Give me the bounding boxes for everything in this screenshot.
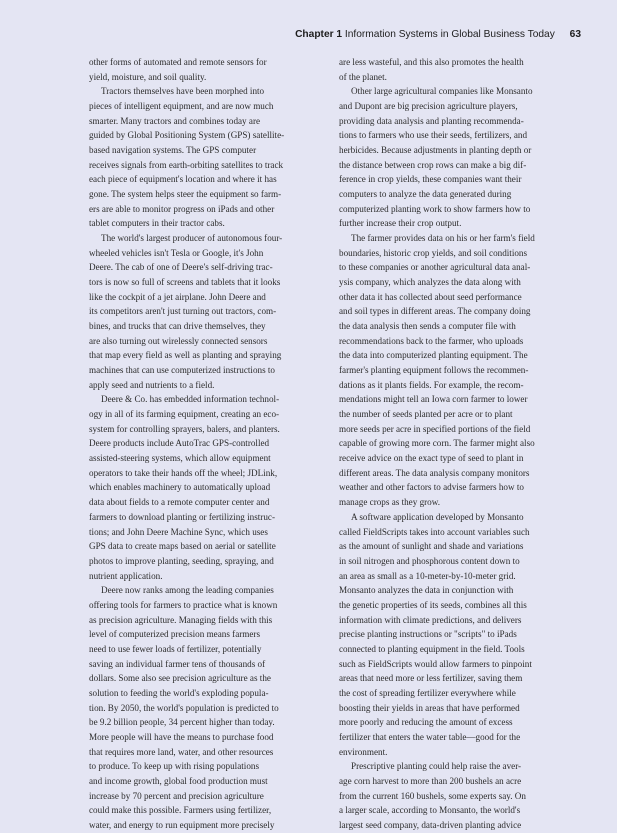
text-line: and Dupont are big precision agriculture players, [339,101,518,112]
text-line: data about fields to a remote computer center and [89,497,270,508]
text-line: to these companies or another agricultural data anal- [339,262,531,273]
running-head [295,29,581,40]
text-line: water, and energy to run equipment more precisely [89,819,275,830]
text-line: providing data analysis and planting recommenda- [339,115,524,126]
text-line: weather and other factors to advise farmers how to [339,482,524,493]
text-line: based navigation systems. The GPS computer [89,145,257,156]
text-line: other forms of automated and remote sensors for [89,57,267,67]
text-line: are less wasteful, and this also promotes the health [339,57,524,67]
page-number: 63 [569,29,581,40]
chapter-title: Information Systems in Global Business Today [344,29,555,40]
text-line: More people will have the means to purchase food [89,731,274,742]
text-line: dations as it plants fields. For example, the recom- [339,379,524,390]
text-line: the cost of spreading fertilizer everywhere while [339,687,516,698]
text-line: areas that need more or less fertilizer, saving them [339,673,523,684]
text-line: GPS data to create maps based on aerial or satellite [89,541,276,552]
text-line: gone. The system helps steer the equipment so farm- [89,189,282,200]
text-line: need to use fewer loads of fertilizer, potentially [89,643,262,654]
text-line: dollars. Some also see precision agriculture as the [89,673,271,684]
text-line: in soil nitrogen and phosphorous content down to [339,555,520,566]
text-line: Deere & Co. has embedded information technol- [101,394,280,405]
text-line: boundaries, historic crop yields, and soil conditions [339,247,528,258]
text-line: called FieldScripts takes into account variables such [339,526,530,537]
text-line: Deere. The cab of one of Deere's self-driving trac- [89,262,273,273]
text-line: saving an individual farmer tens of thousands of [89,658,266,669]
text-line: nutrient application. [89,570,163,581]
text-line: machines that can use computerized instructions to [89,365,275,376]
text-line: farmers to download planting or fertilizing instruc- [89,511,275,522]
text-line: Deere products include AutoTrac GPS-controlled [89,438,270,449]
text-line: assisted-steering systems, which allow equipment [89,453,271,464]
text-line: operators to take their hands off the wheel; JDLink, [89,467,278,478]
text-line: the genetic properties of its seeds, combines all this [339,599,527,610]
text-line: and soil types in different areas. The company doing [339,306,531,317]
text-line: further increase their crop output. [339,218,462,229]
text-line: the data into computerized planting equipment. The [339,350,528,361]
text-line: ers are able to monitor progress on iPads and other [89,203,275,214]
text-line: mendations might tell an Iowa corn farmer to lower [339,394,528,405]
text-line: precise planting instructions or "scripts" to iPads [339,629,517,640]
text-line: the number of seeds planted per acre or to plant [339,409,513,420]
text-line: such as FieldScripts would allow farmers to pinpoint [339,658,532,669]
text-line: guided by Global Positioning System (GPS) satellite- [89,130,285,141]
text-line: wheeled vehicles isn't Tesla or Google, it's John [89,247,264,258]
text-line: capable of growing more corn. The farmer might also [339,438,535,449]
text-line: ogy in all of its farming equipment, creating an eco- [89,409,280,420]
text-line: boosting their yields in areas that have performed [339,702,520,713]
text-line: its competitors aren't just turning out tractors, com- [89,306,277,317]
text-line: Monsanto analyzes the data in conjunction with [339,585,514,596]
text-line: which enables machinery to automatically upload [89,482,271,493]
text-line: computers to analyze the data generated during [339,189,512,200]
text-line: be 9.2 billion people, 34 percent higher than today. [89,717,275,728]
text-line: as precision agriculture. Managing fields with this [89,614,273,625]
text-line: as the amount of sunlight and shade and variations [339,541,524,552]
text-line: smarter. Many tractors and combines today are [89,115,261,126]
text-line: tion. By 2050, the world's population is predicted to [89,702,279,713]
left-column [89,55,335,833]
text-line: more seeds per acre in specified portions of the field [339,423,531,434]
text-line: computerized planting work to show farmers how to [339,203,531,214]
text-line: like the cockpit of a jet airplane. John Deere and [89,291,266,302]
text-line: fertilizer that enters the water table—good for the [339,731,521,742]
text-line: of the planet. [339,71,387,82]
text-line: offering tools for farmers to practice what is known [89,599,278,610]
text-line: connected to planting equipment in the field. Tools [339,643,525,654]
text-line: to produce. To keep up with rising populations [89,761,260,772]
text-line: receive advice on the exact type of seed to plant in [339,453,524,464]
text-line: recommendations back to the farmer, who uploads [339,335,524,346]
text-line: The world's largest producer of autonomous four- [101,233,283,244]
text-line: each piece of equipment's location and where it has [89,174,277,185]
text-line: other data it has collected about seed performance [339,291,522,302]
text-line: different areas. The data analysis company monitors [339,467,530,478]
text-line: Deere now ranks among the leading companies [101,585,274,596]
text-line: that map every field as well as planting and spraying [89,350,282,361]
text-line: and income growth, global food production must [89,775,268,786]
text-line: environment. [339,746,388,757]
text-line: largest seed company, data-driven planting advice [339,819,522,830]
text-line: Prescriptive planting could help raise the aver- [351,761,522,772]
text-line: from the current 160 bushels, some experts say. On [339,790,526,801]
text-line: a larger scale, according to Monsanto, the world's [339,805,521,816]
text-line: age corn harvest to more than 200 bushels an acre [339,775,522,786]
text-line: increase by 70 percent and precision agriculture [89,790,264,801]
text-line: an area as small as a 10-meter-by-10-meter grid. [339,570,516,581]
text-line: the distance between crop rows can make a big dif- [339,159,527,170]
chapter-label: Chapter 1 [295,29,343,40]
text-line: more poorly and reducing the amount of excess [339,717,513,728]
text-line: system for controlling sprayers, balers, and planters. [89,423,280,434]
text-line: tions to farmers who use their seeds, fertilizers, and [339,130,528,141]
text-line: herbicides. Because adjustments in planting depth or [339,145,532,156]
text-line: information with climate predictions, and delivers [339,614,522,625]
text-line: tablet computers in their tractor cabs. [89,218,225,229]
text-line: could make this possible. Farmers using fertilizer, [89,805,272,816]
text-line: The farmer provides data on his or her farm's field [351,233,535,244]
text-line: ference in crop yields, these companies want their [339,174,522,185]
text-line: receives signals from earth-orbiting satellites to track [89,159,284,170]
text-line: Tractors themselves have been morphed into [101,86,265,97]
text-line: farmer's planting equipment follows the recommen- [339,365,529,376]
text-line: solution to feeding the world's exploding popula- [89,687,269,698]
text-line: manage crops as they grow. [339,497,441,508]
text-line: A software application developed by Monsanto [351,511,524,522]
text-line: the data analysis then sends a computer file with [339,321,516,332]
text-line: tions; and John Deere Machine Sync, which uses [89,526,268,537]
text-line: that requires more land, water, and other resources [89,746,274,757]
text-line: yield, moisture, and soil quality. [89,71,207,82]
text-line: photos to improve planting, seeding, spraying, and [89,555,274,566]
text-line: apply seed and nutrients to a field. [89,379,215,390]
text-line: Other large agricultural companies like Monsanto [351,86,533,97]
text-line: ysis company, which analyzes the data along with [339,277,521,288]
text-line: tors is now so full of screens and tablets that it looks [89,277,281,288]
text-line: pieces of intelligent equipment, and are now much [89,101,274,112]
text-line: are also turning out wirelessly connected sensors [89,335,268,346]
text-line: level of computerized precision means farmers [89,629,261,640]
text-line: bines, and trucks that can drive themselves, they [89,321,266,332]
right-column [339,55,585,833]
